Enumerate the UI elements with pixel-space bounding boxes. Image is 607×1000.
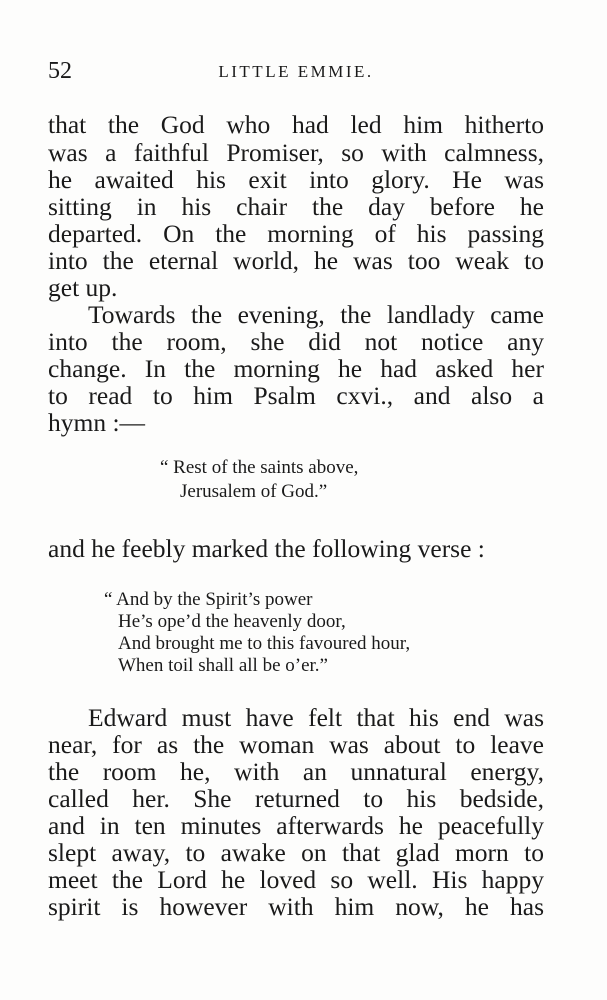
quote-line: When toil shall all be o’er.” [118,655,328,676]
text-line: into the eternal world, he was too weak to [48,246,544,275]
text-line: the room he, with an unnatural energy, [48,757,544,786]
quote-line: Jerusalem of God.” [180,481,328,502]
text-line: Edward must have felt that his end was [88,703,544,732]
quote-line: And brought me to this favoured hour, [118,633,411,654]
text-line: change. In the morning he had asked her [48,354,544,383]
quote-line: He’s ope’d the heavenly door, [118,611,346,632]
quote-line: “ Rest of the saints above, [160,457,359,478]
running-title: LITTLE EMMIE. [218,62,374,81]
text-line: hymn :— [48,408,146,437]
text-line: departed. On the morning of his passing [48,219,544,248]
text-line: Towards the evening, the landlady came [88,300,544,329]
page-number: 52 [48,58,72,84]
text-line: sitting in his chair the day before he [48,192,544,221]
text-line: near, for as the woman was about to leave [48,730,544,759]
text-line: to read to him Psalm cxvi., and also a [48,381,544,410]
text-line: get up. [48,273,118,302]
text-line: and in ten minutes afterwards he peacefully [48,811,544,840]
text-line: into the room, she did not notice any [48,327,544,356]
text-line: was a faithful Promiser, so with calmness, [48,138,544,167]
text-line: that the God who had led him hitherto [48,110,544,139]
text-line: and he feebly marked the following verse : [48,534,485,563]
text-line: he awaited his exit into glory. He was [48,165,544,194]
text-line: slept away, to awake on that glad morn to [48,838,544,867]
quote-line: “ And by the Spirit’s power [104,589,313,610]
text-line: called her. She returned to his bedside, [48,784,544,813]
text-line: spirit is however with him now, he has [48,892,544,921]
page-header [48,56,544,86]
text-line: meet the Lord he loved so well. His happy [48,865,544,894]
